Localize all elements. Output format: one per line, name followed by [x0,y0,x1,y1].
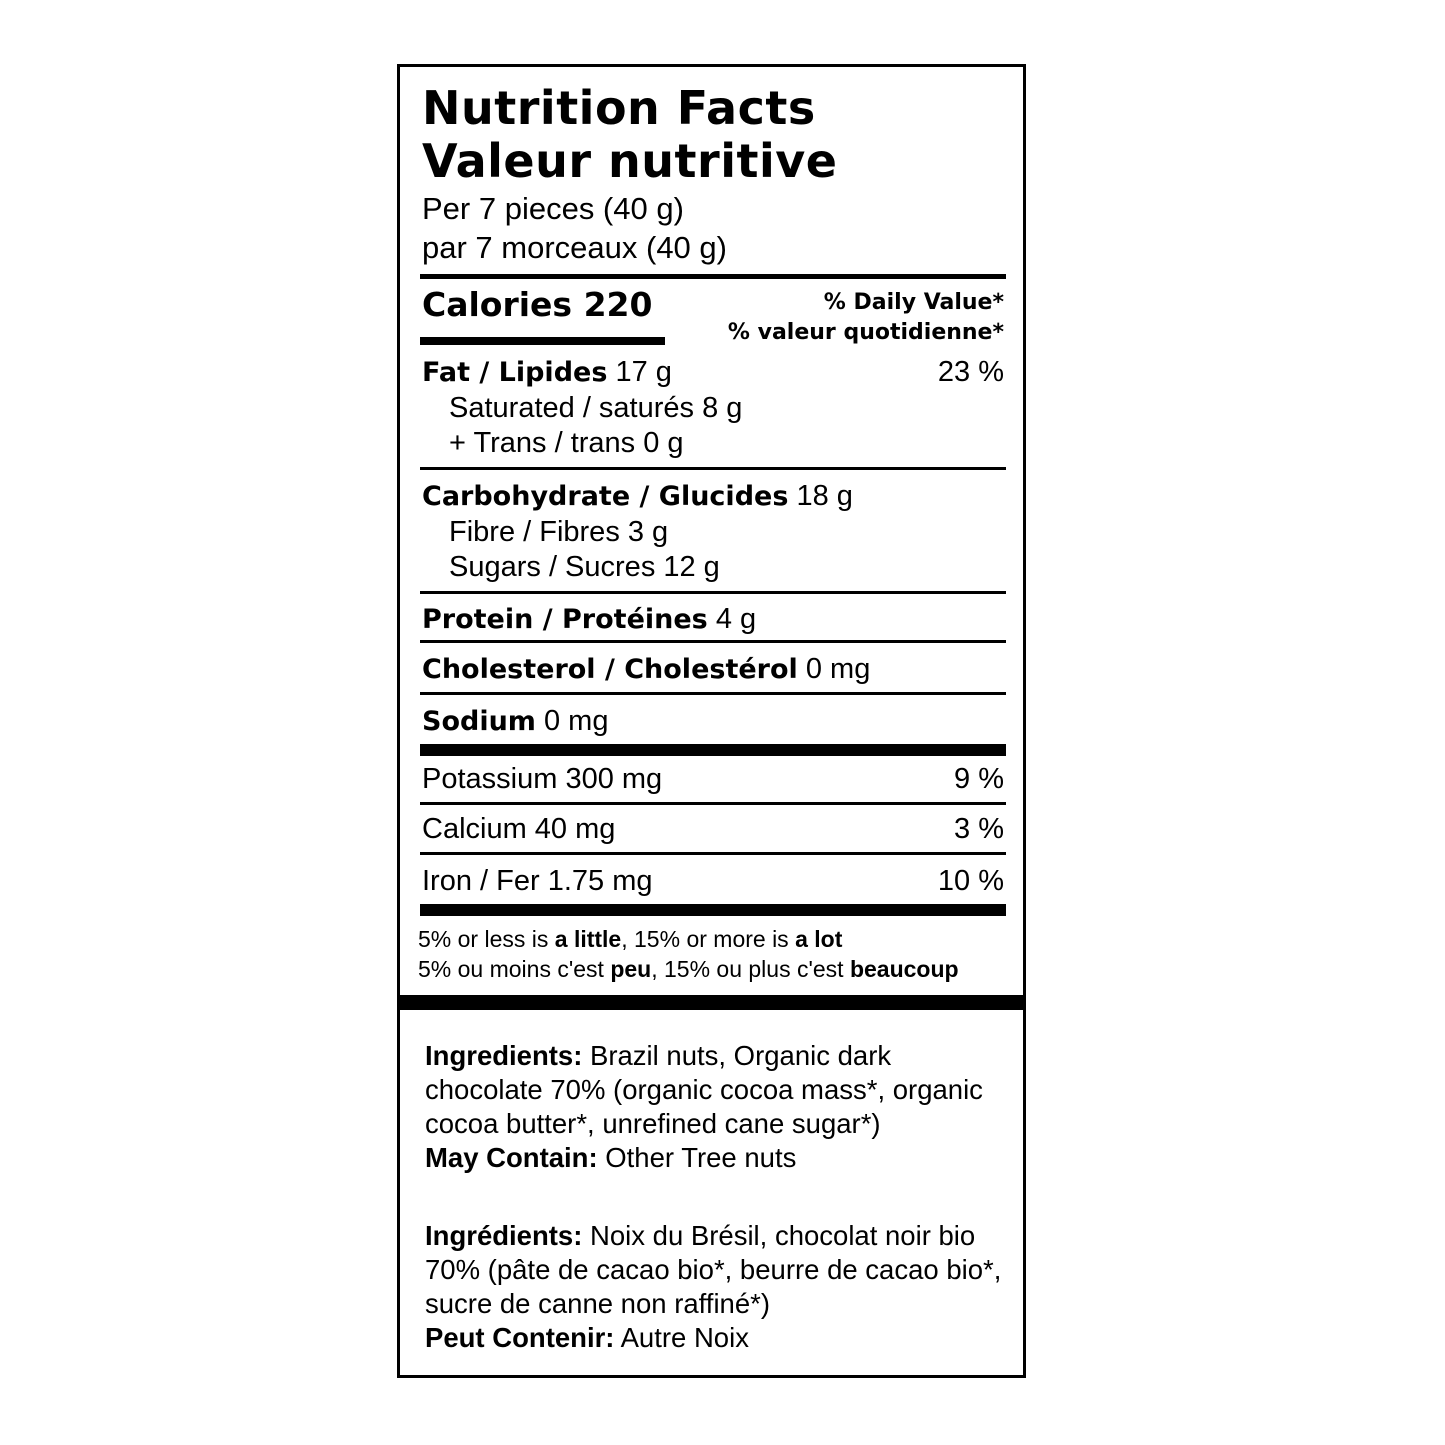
protein-row [422,605,1004,634]
thick-divider-minerals [420,744,1006,756]
fat-row [422,358,1004,387]
footnote-french-lot: beaucoup [849,956,959,982]
divider-potassium [420,802,1006,805]
footnote-english [418,926,842,953]
may-contain-english-label: May Contain: [425,1142,598,1173]
may-contain-english [425,1141,1025,1175]
sodium-row [422,707,1004,736]
calories-value: 220 [583,285,653,324]
calories-underline [420,337,665,345]
may-contain-french [425,1321,1025,1355]
footnote-french-pre: 5% ou moins c'est [418,956,611,982]
footnote-french-mid: , 15% ou plus c'est [651,956,850,982]
serving-size-french: par 7 morceaux (40 g) [422,230,727,265]
divider-calcium [420,852,1006,855]
divider-protein [420,640,1006,643]
may-contain-french-text: Autre Noix [614,1322,749,1353]
footnote-french-little: peu [610,956,652,982]
potassium-row [422,765,1004,794]
ingredients-english [425,1039,1025,1175]
sodium-amount: 0 mg [544,705,609,737]
cholesterol-row [422,655,1004,684]
ingredients-english-line-1 [425,1039,1025,1073]
ingredients-french-line-1 [425,1219,1025,1253]
ingredients-french-label: Ingrédients: [425,1220,583,1251]
divider-cholesterol [420,692,1006,695]
ingredients-english-line-3: cocoa butter*, unrefined cane sugar*) [425,1108,881,1139]
calories-line [422,285,653,324]
iron-label: Iron / Fer 1.75 mg [422,865,653,897]
iron-daily-value: 10 % [937,865,1004,897]
ingredients-french [425,1219,1025,1355]
calcium-label: Calcium 40 mg [422,813,616,845]
divider-carbohydrate [420,591,1006,594]
fat-label: Fat / Lipides [422,357,608,388]
title-english: Nutrition Facts [422,81,816,135]
nutrition-facts-label [397,64,1026,1378]
thick-divider-bottom [420,904,1006,916]
footnote-english-little: a little [554,926,622,952]
fat-daily-value: 23 % [937,356,1004,388]
ingredients-french-text-1: Noix du Brésil, chocolat noir bio [582,1220,976,1251]
ingredients-english-label: Ingredients: [425,1040,583,1071]
protein-label: Protein / Protéines [422,604,708,635]
serving-size-english: Per 7 pieces (40 g) [422,191,684,226]
footnote-english-mid: , 15% or more is [621,926,796,952]
daily-value-header-english: % Daily Value* [823,290,1004,315]
potassium-daily-value: 9 % [954,763,1004,795]
ingredients-french-line-2: 70% (pâte de cacao bio*, beurre de cacao bio*, [425,1254,1002,1285]
trans-row: + Trans / trans 0 g [449,427,684,459]
divider-fat [420,467,1006,470]
sodium-label: Sodium [422,706,536,737]
cholesterol-amount: 0 mg [805,653,871,685]
thick-divider-top [420,274,1006,279]
fat-amount: 17 g [615,356,672,388]
ingredients-english-line-2: chocolate 70% (organic cocoa mass*, organic [425,1074,983,1105]
footnote-english-lot: a lot [795,926,843,952]
ingredients-french-line-3: sucre de canne non raffiné*) [425,1288,770,1319]
calories-label: Calories [422,285,573,324]
calcium-row [422,815,1004,844]
section-separator-bar [400,995,1023,1010]
daily-value-header-french: % valeur quotidienne* [727,320,1004,345]
may-contain-french-label: Peut Contenir: [425,1322,615,1353]
carbohydrate-amount: 18 g [796,480,853,512]
footnote-english-pre: 5% or less is [418,926,555,952]
carbohydrate-row [422,482,1004,511]
saturated-row: Saturated / saturés 8 g [449,392,743,424]
iron-row [422,867,1004,896]
footnote-french [418,956,959,983]
protein-amount: 4 g [715,603,757,635]
may-contain-english-text: Other Tree nuts [597,1142,797,1173]
calcium-daily-value: 3 % [954,813,1004,845]
cholesterol-label: Cholesterol / Cholestérol [422,654,798,685]
fibre-row: Fibre / Fibres 3 g [449,516,669,548]
sugars-row: Sugars / Sucres 12 g [449,551,720,583]
potassium-label: Potassium 300 mg [422,763,663,795]
title-french: Valeur nutritive [422,134,838,188]
ingredients-english-text-1: Brazil nuts, Organic dark [582,1040,892,1071]
carbohydrate-label: Carbohydrate / Glucides [422,481,789,512]
